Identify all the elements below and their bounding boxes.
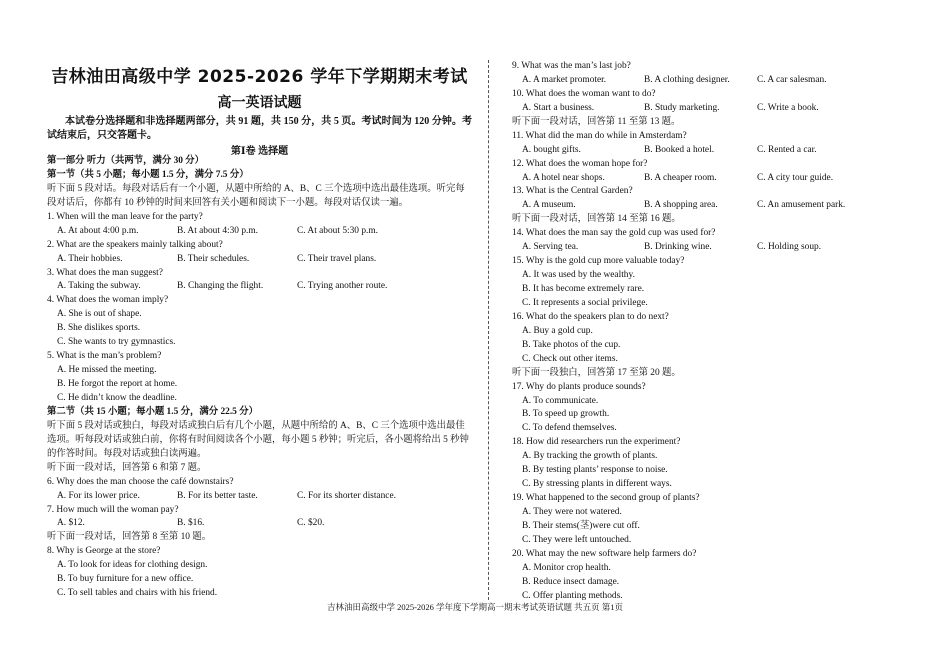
option: A. By tracking the growth of plants. [522, 451, 658, 462]
option: C. It represents a social privilege. [522, 297, 648, 308]
option: A. $12. [57, 518, 85, 529]
question-6: 6. Why does the man choose the café downstairs? [47, 476, 234, 487]
question-3: 3. What does the man suggest? [47, 267, 163, 278]
right-question-flow [512, 60, 907, 604]
option: A. He missed the meeting. [57, 365, 157, 376]
option: A. They were not watered. [522, 507, 622, 517]
option: A. To communicate. [522, 395, 599, 406]
option: C. A city tour guide. [757, 172, 834, 183]
question-9-options [512, 74, 907, 88]
option: C. She wants to try gymnastics. [57, 337, 176, 348]
question-2-options [47, 253, 472, 267]
option: C. Write a book. [757, 102, 819, 113]
section2-title: 第二节（共 15 小题；每小题 1.5 分，满分 22.5 分） [47, 406, 258, 417]
option: C. Offer planting methods. [522, 590, 623, 601]
option: C. Check out other items. [522, 353, 618, 364]
exam-subtitle: 高一英语试题 [217, 95, 302, 111]
question-11-options [512, 144, 907, 158]
section1-instructions: 听下面 5 段对话。每段对话后有一个小题，从题中所给的 A、B、C 三个选项中选出最佳选项。听完每段对话后，你都有 10 秒钟的时间来回答有关小题和阅读下一小题。每段对话仅读一遍。 [47, 183, 465, 208]
question-12: 12. What does the woman hope for? [512, 158, 648, 169]
question-4: 4. What does the woman imply? [47, 295, 169, 306]
question-17: 17. Why do plants produce sounds? [512, 381, 646, 392]
listen-instruction: 听下面一段对话，回答第 11 至第 13 题。 [512, 116, 681, 127]
question-2: 2. What are the speakers mainly talking about? [47, 239, 223, 250]
option: A. A hotel near shops. [522, 172, 605, 183]
option: B. It has become extremely rare. [522, 284, 645, 294]
listen-instruction: 听下面一段对话，回答第 6 和第 7 题。 [47, 462, 207, 473]
listen-instruction: 听下面一段对话，回答第 14 至第 16 题。 [512, 214, 681, 225]
question-16: 16. What do the speakers plan to do next? [512, 311, 669, 322]
option: A. bought gifts. [522, 144, 581, 155]
option: A. A market promoter. [522, 74, 607, 85]
option: B. Their stems(茎)were cut off. [522, 520, 640, 531]
option: A. To look for ideas for clothing design. [57, 560, 208, 571]
option: B. $16. [177, 518, 205, 529]
option: B. She dislikes sports. [57, 323, 141, 334]
question-7-options [47, 517, 472, 531]
option: B. He forgot the report at home. [57, 379, 178, 390]
exam-notice: 本试卷分选择题和非选择题两部分，共 91 题，共 150 分，共 5 页。考试时间为 120 分钟。考试结束后，只交答题卡。 [47, 116, 472, 141]
question-8: 8. Why is George at the store? [47, 546, 161, 557]
option: B. By testing plants’ response to noise. [522, 465, 668, 476]
volume-heading: 第Ⅰ卷 选择题 [230, 146, 289, 157]
option: B. Changing the flight. [177, 281, 264, 292]
question-14: 14. What does the man say the gold cup was used for? [512, 228, 716, 239]
question-9: 9. What was the man’s last job? [512, 61, 631, 71]
option: C. They were left untouched. [522, 534, 632, 545]
column-divider [488, 60, 489, 600]
question-12-options [512, 172, 907, 186]
question-7: 7. How much will the woman pay? [47, 504, 179, 515]
section2-instructions: 听下面 5 段对话或独白，每段对话或独白后有几个小题，从题中所给的 A、B、C 三个选项中选出最佳选项。听每段对话或独白前，你将有时间阅读各个小题，每小题 5 秒钟；听完后，各小题将给出 5 秒钟的作答时间。每段对话或独白读两遍。 [47, 420, 469, 459]
option: C. $20. [297, 518, 325, 529]
question-1: 1. When will the man leave for the party? [47, 211, 203, 222]
option: B. Reduce insect damage. [522, 576, 620, 587]
question-19: 19. What happened to the second group of plants? [512, 493, 700, 504]
option: B. Drinking wine. [644, 242, 712, 253]
question-3-options [47, 280, 472, 294]
option: A. Buy a gold cup. [522, 325, 593, 336]
section1-title: 第一节（共 5 小题；每小题 1.5 分，满分 7.5 分） [47, 169, 249, 180]
option: C. Holding soup. [757, 242, 822, 253]
option: B. A shopping area. [644, 200, 718, 211]
exam-title: 吉林油田高级中学 2025-2026 学年下学期期末考试 [51, 67, 468, 87]
option: B. Their schedules. [177, 253, 250, 264]
option: C. An amusement park. [757, 200, 846, 211]
option: A. It was used by the wealthy. [522, 270, 635, 281]
option: C. He didn’t know the deadline. [57, 392, 177, 403]
listen-instruction: 听下面一段独白，回答第 17 至第 20 题。 [512, 367, 681, 378]
question-15: 15. Why is the gold cup more valuable today? [512, 256, 685, 267]
question-10-options [512, 102, 907, 116]
option: A. Serving tea. [522, 242, 579, 253]
question-5: 5. What is the man’s problem? [47, 351, 162, 362]
option: C. For its shorter distance. [297, 490, 396, 501]
option: C. At about 5:30 p.m. [297, 225, 378, 236]
left-question-flow [47, 155, 472, 601]
question-20: 20. What may the new software help farmers do? [512, 548, 697, 559]
option: C. To defend themselves. [522, 423, 617, 434]
option: B. Study marketing. [644, 102, 720, 113]
option: C. Rented a car. [757, 144, 817, 155]
option: B. To speed up growth. [522, 409, 610, 420]
option: A. Monitor crop health. [522, 562, 611, 573]
question-6-options [47, 490, 472, 504]
option: C. A car salesman. [757, 74, 827, 85]
question-11: 11. What did the man do while in Amsterdam? [512, 130, 687, 141]
option: A. Taking the subway. [57, 281, 141, 292]
option: A. Their hobbies. [57, 253, 123, 264]
option: B. To buy furniture for a new office. [57, 574, 194, 585]
option: C. By stressing plants in different ways. [522, 479, 672, 490]
option: B. Booked a hotel. [644, 144, 715, 155]
option: C. Their travel plans. [297, 253, 377, 264]
option: B. A cheaper room. [644, 172, 717, 183]
listen-instruction: 听下面一段对话，回答第 8 至第 10 题。 [47, 532, 212, 543]
option: B. For its better taste. [177, 490, 258, 501]
page-footer: 吉林油田高级中学 2025-2026 学年度下学期高一期末考试英语试题 共五页 第1页 [326, 602, 624, 612]
part1-title: 第一部分 听力（共两节，满分 30 分） [47, 156, 205, 166]
question-13: 13. What is the Central Garden? [512, 186, 633, 197]
question-14-options [512, 241, 907, 255]
option: B. Take photos of the cup. [522, 339, 621, 350]
option: A. At about 4:00 p.m. [57, 225, 139, 236]
option: A. Start a business. [522, 102, 595, 113]
question-10: 10. What does the woman want to do? [512, 88, 656, 99]
option: B. A clothing designer. [644, 74, 730, 85]
option: A. A museum. [522, 200, 576, 211]
option: C. Trying another route. [297, 281, 388, 292]
question-1-options [47, 225, 472, 239]
option: A. She is out of shape. [57, 309, 142, 320]
option: C. To sell tables and chairs with his friend. [57, 588, 218, 599]
question-13-options [512, 199, 907, 213]
question-18: 18. How did researchers run the experiment? [512, 437, 681, 448]
option: B. At about 4:30 p.m. [177, 225, 258, 236]
option: A. For its lower price. [57, 490, 140, 501]
